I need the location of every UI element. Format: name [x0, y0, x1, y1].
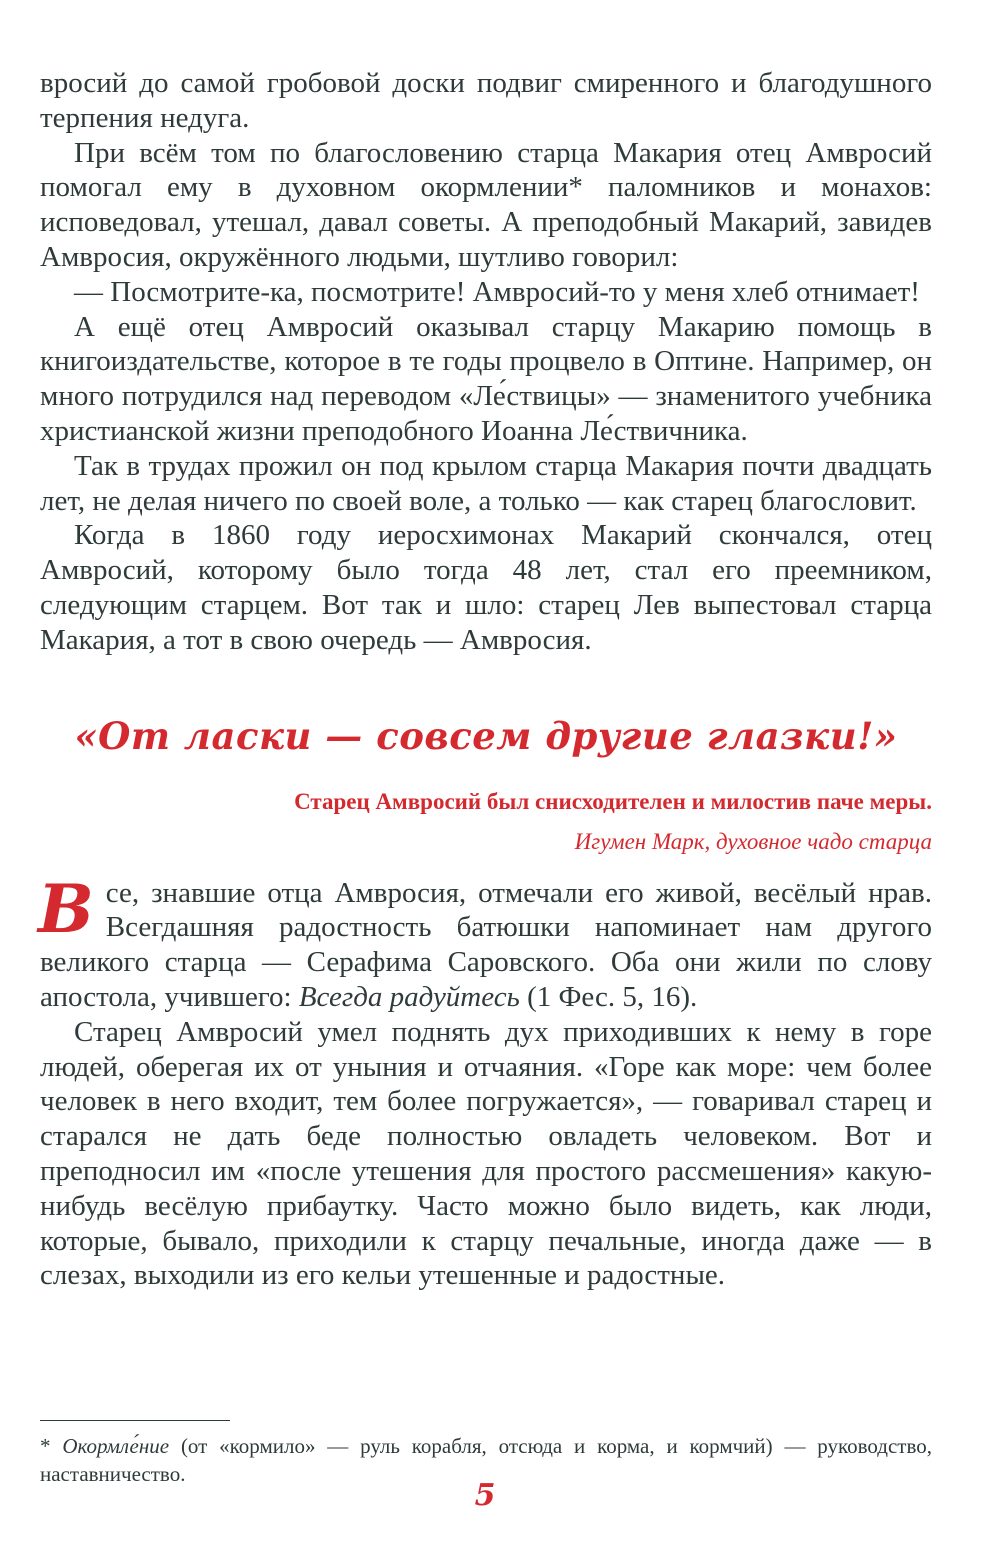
paragraph-continuation: вросий до самой гробовой доски подвиг смиренного и благодушного терпения недуга. — [40, 67, 932, 134]
scripture-reference: (1 Фес. 5, 16). — [519, 980, 698, 1013]
paragraph-book-publishing: А ещё отец Амвросий оказывал старцу Макарию помощь в книгоиздательстве, которое в те годы процвело в Оптине. Например, он много потрудился над переводом «Ле́ствицы» — знаменитого учебника христианской жизни преподобного Иоанна Ле́ствичника. — [40, 310, 932, 447]
epigraph-author: Игумен Марк, духовное чадо старца — [574, 828, 932, 854]
paragraph-quote-makariy: — Посмотрите-ка, посмотрите! Амвросий-то у меня хлеб отнимает! — [74, 275, 920, 308]
paragraph-spiritual-guidance: При всём том по благословению старца Макария отец Амвросий помогал ему в духовном окормлении* паломников и монахов: исповедовал, утешал, давал советы. А преподобный Макарий, завидев Амвросия, окружённого людьми, шутливо говорил: — [40, 136, 932, 273]
paragraph-consolation: Старец Амвросий умел поднять дух приходивших к нему в горе людей, оберегая их от уныния и отчаяния. «Горе как море: чем более человек в него входит, тем более погружается», — говаривал старец и старался не дать беде полностью овладеть человеком. Вот и преподносил им «после утешения для простого рассмешения» какую-нибудь весёлую прибаутку. Часто можно было видеть, как люди, которые, бывало, приходили к старцу печальные, иногда даже — в слезах, выходили из его кельи утешенные и радостные. — [40, 1015, 932, 1292]
section-heading: «От ласки — совсем другие глазки!» — [74, 713, 898, 758]
footnote-marker: * — [40, 1434, 63, 1458]
footnote-term: Окормле́ние — [62, 1434, 170, 1458]
footnote-divider — [40, 1420, 230, 1421]
paragraph-successor: Когда в 1860 году иеросхимонах Макарий скончался, отец Амвросий, которому было тогда 48 лет, стал его преемником, следующим старцем. Вот так и шло: старец Лев выпестовал старца Макария, а тот в свою очередь — Амвросия. — [40, 519, 932, 656]
paragraph-text: се, знавшие отца Амвросия, отмечали его живой, весёлый нрав. Всегдашняя радостность батюшки напоминает нам другого великого старца — Серафима Саровского. Оба они жили по слову апостола, учившего: — [40, 876, 932, 1013]
book-page-body — [40, 66, 932, 1293]
footnote-text: (от «кормило» — руль корабля, отсюда и корма, и кормчий) — руководство, наставничество. — [40, 1434, 933, 1486]
epigraph-quote: Старец Амвросий был снисходителен и милостив паче меры. — [294, 788, 932, 814]
page-number: 5 — [474, 1478, 496, 1513]
drop-cap-letter: В — [38, 869, 94, 948]
scripture-quote: Всегда радуйтесь — [298, 980, 520, 1013]
paragraph-cheerful-nature — [38, 869, 932, 1015]
paragraph-twenty-years: Так в трудах прожил он под крылом старца Макария почти двадцать лет, не делая ничего по своей воле, а только — как старец благословит. — [40, 449, 932, 517]
